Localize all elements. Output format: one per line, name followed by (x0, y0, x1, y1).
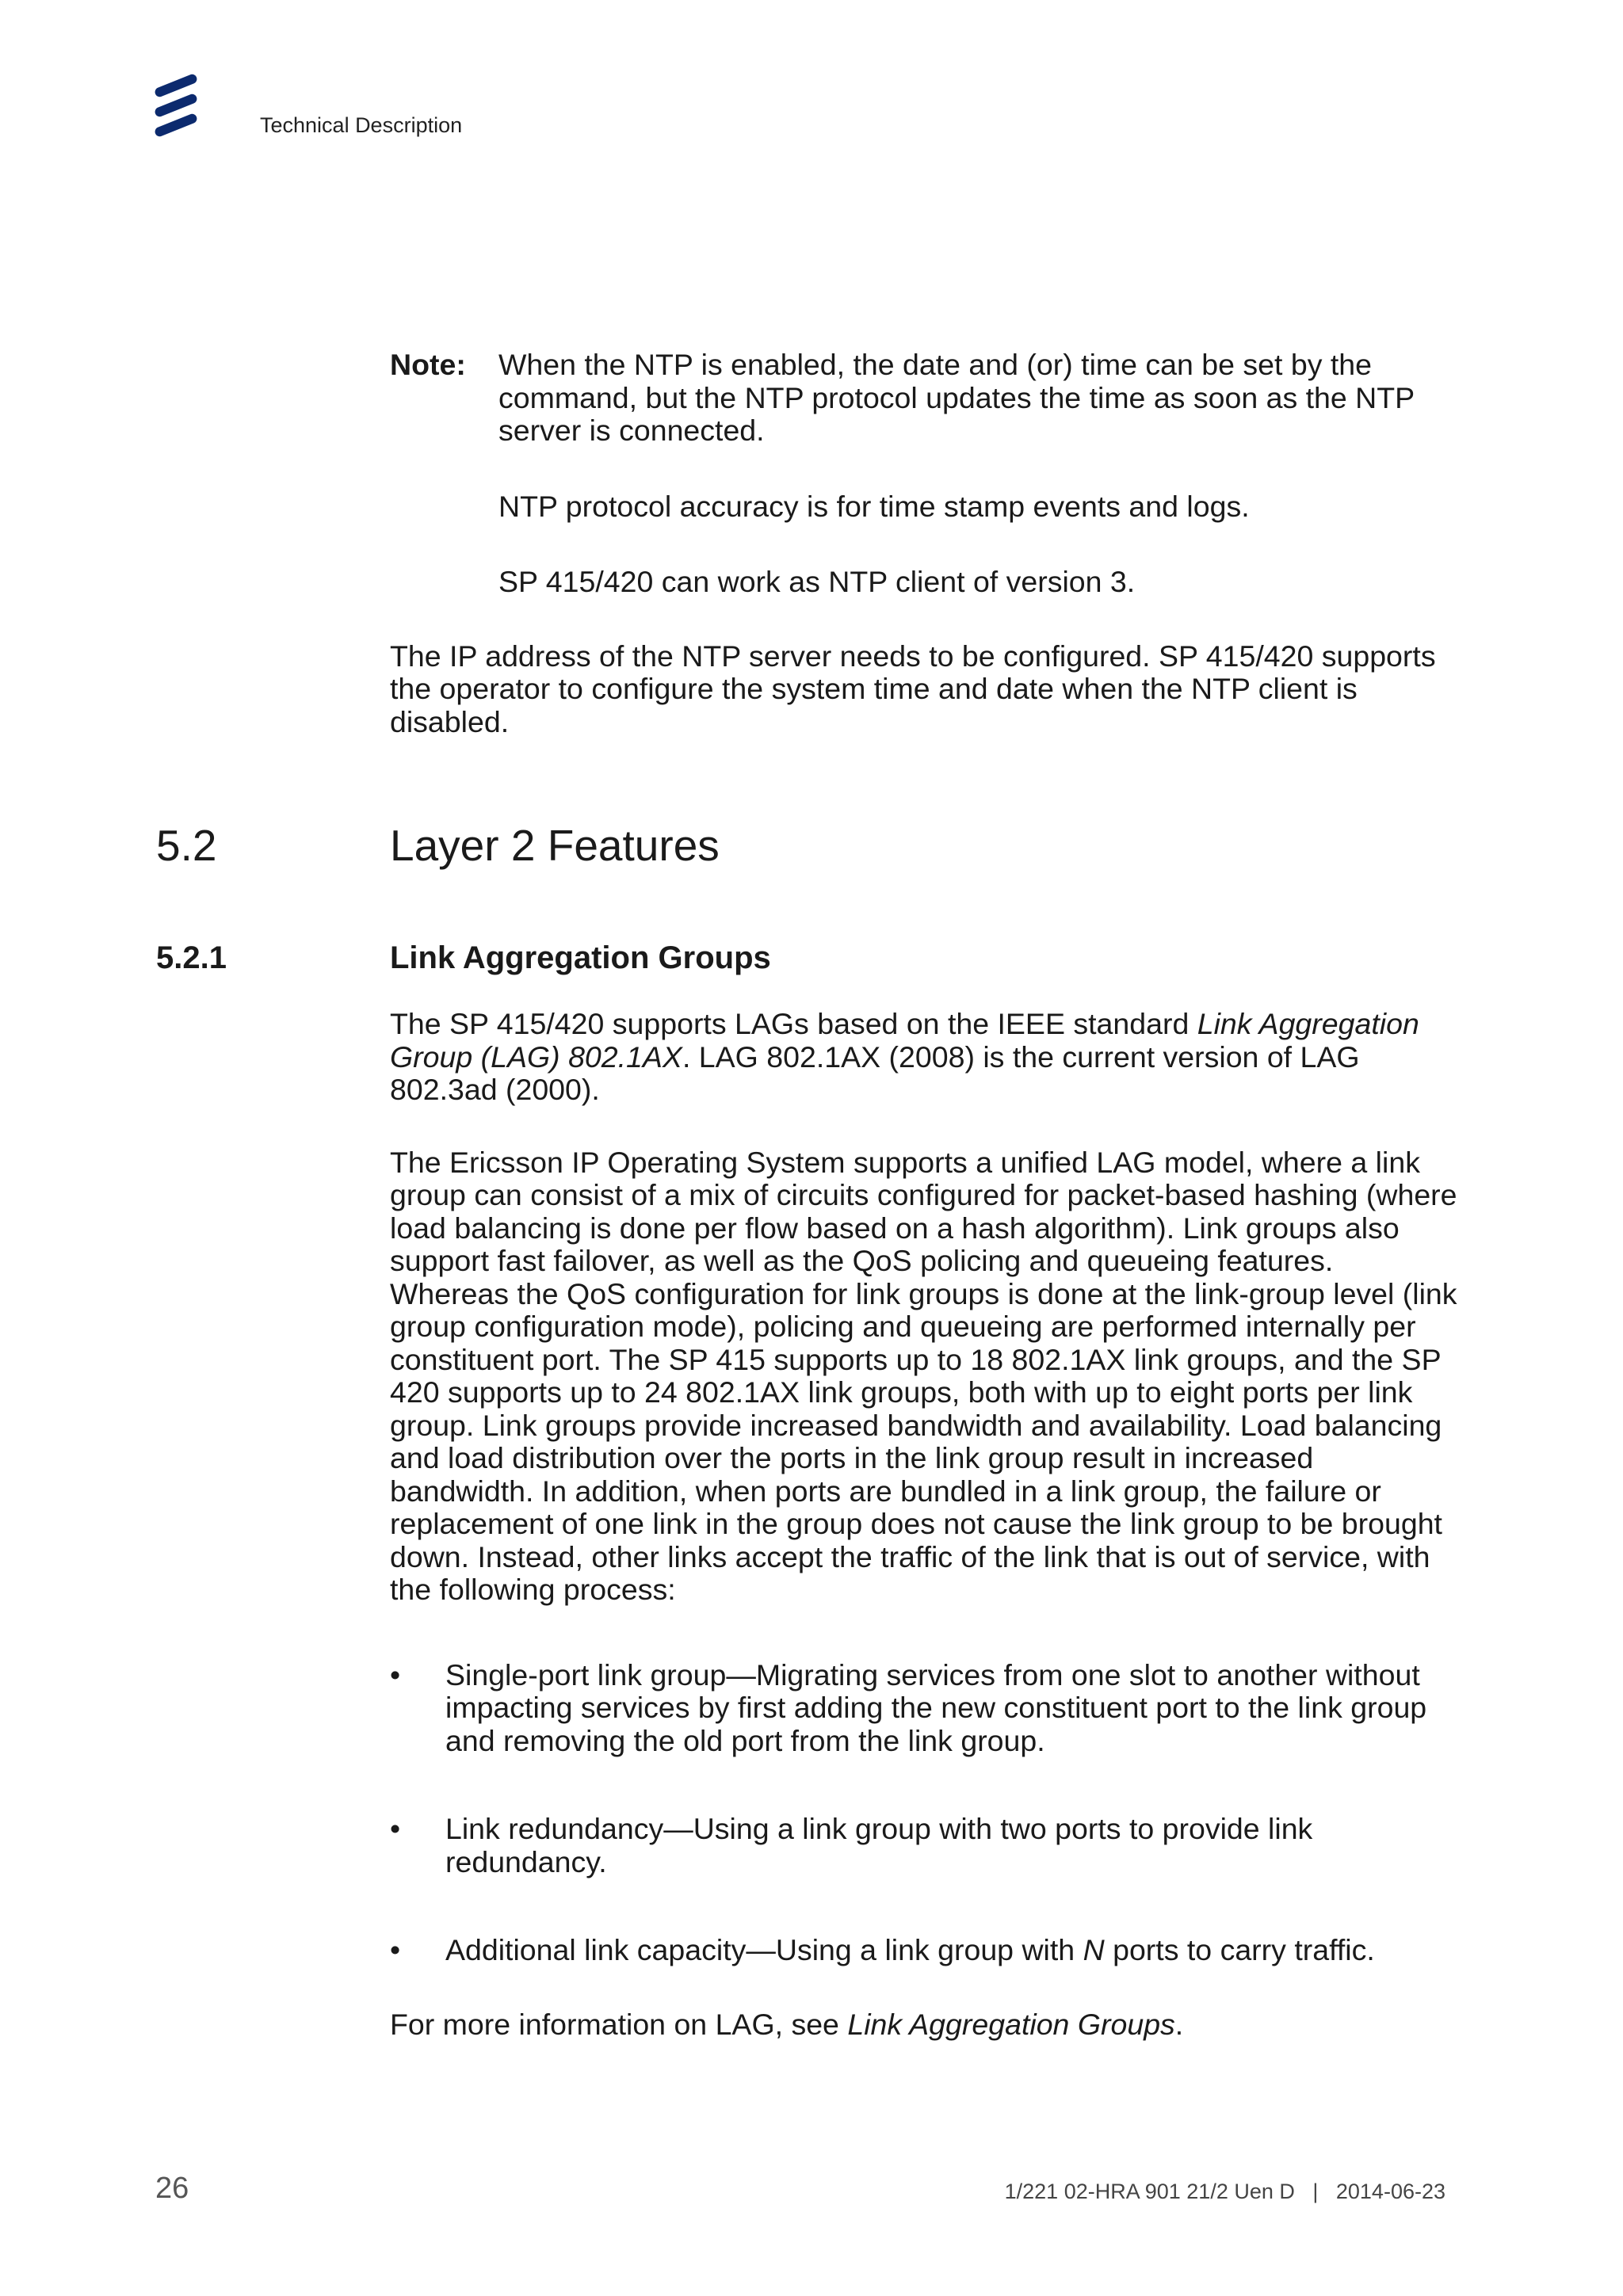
text-run: . LAG 802.1AX (2008) is the current version of LAG 802.3ad (2000). (390, 1039, 1360, 1106)
subsection-number: 5.2.1 (156, 940, 227, 975)
text-run: ports to carry traffic. (1104, 1933, 1375, 1966)
subsection-title: Link Aggregation Groups (390, 940, 771, 975)
bullet-mark: • (390, 1812, 401, 1845)
text-run: The SP 415/420 supports LAGs based on the IEEE standard (390, 1007, 1197, 1040)
text-run: . (1174, 2007, 1184, 2041)
note-paragraph: When the NTP is enabled, the date and (or) time can be set by the command, but the NTP protocol updates the time as soon as the NTP server is connected. (498, 348, 1415, 447)
document-reference: 1/221 02-HRA 901 21/2 Uen D | 2014-06-23 (1004, 2180, 1445, 2203)
note-paragraph: NTP protocol accuracy is for time stamp events and logs. (498, 489, 1250, 523)
standard-reference: Link Aggregation Group (LAG) 802.1AX (390, 1007, 1419, 1074)
text-run: Additional link capacity—Using a link group with (445, 1933, 1083, 1966)
process-list (390, 1659, 1460, 1967)
note-body (498, 349, 1460, 599)
lag-model-paragraph: The Ericsson IP Operating System supports a unified LAG model, where a link group can consist of a mix of circuits configured for packet-based hashing (where load balancing is done per flow based on a hash algorithm). Link groups also support fast failover, as well as the QoS policing and queueing features. Whereas the QoS configuration for link groups is done at the link-group level (link group configuration mode), policing and queueing are performed internally per constituent port. The SP 415 supports up to 18 802.1AX link groups, and the SP 420 supports up to 24 802.1AX link groups, both with up to eight ports per link group. Link groups provide increased bandwidth and availability. Load balancing and load distribution over the ports in the link group result in increased bandwidth. In addition, when ports are bundled in a link group, the failure or replacement of one link in the group does not cause the link group to be brought down. Instead, other links accept the traffic of the link that is out of service, with the following process: (390, 1145, 1457, 1606)
cross-reference-link[interactable]: Link Aggregation Groups (847, 2007, 1175, 2041)
bullet-mark: • (390, 1933, 401, 1966)
text-run: Single-port link group—Migrating services from one slot to another without impacting services by first adding the new constituent port to the link group and removing the old port from the link group. (445, 1657, 1427, 1757)
text-run: For more information on LAG, see (390, 2007, 848, 2041)
list-item (390, 1659, 1460, 1758)
ntp-server-paragraph: The IP address of the NTP server needs to be configured. SP 415/420 supports the operator to configure the system time and date when the NTP client is disabled. (390, 639, 1436, 738)
note-paragraph: SP 415/420 can work as NTP client of version 3. (498, 565, 1136, 598)
page-number: 26 (155, 2172, 189, 2205)
ericsson-logo-icon (152, 73, 201, 138)
more-info-paragraph (390, 2008, 1460, 2042)
italic-variable: N (1083, 1933, 1105, 1966)
ntp-content (390, 349, 1460, 778)
lag-content (390, 1008, 1460, 2081)
note-label: Note: (390, 348, 466, 381)
lag-standard-paragraph (390, 1008, 1460, 1107)
document-type-label: Technical Description (260, 113, 463, 137)
section-number: 5.2 (156, 821, 217, 870)
subsection-heading (156, 940, 1503, 976)
bullet-mark: • (390, 1657, 401, 1691)
list-item (390, 1934, 1460, 1967)
section-heading (156, 821, 1503, 870)
list-item (390, 1813, 1460, 1878)
section-title: Layer 2 Features (390, 821, 720, 870)
note-block (390, 349, 1460, 599)
text-run: Link redundancy—Using a link group with two ports to provide link redundancy. (445, 1812, 1313, 1878)
